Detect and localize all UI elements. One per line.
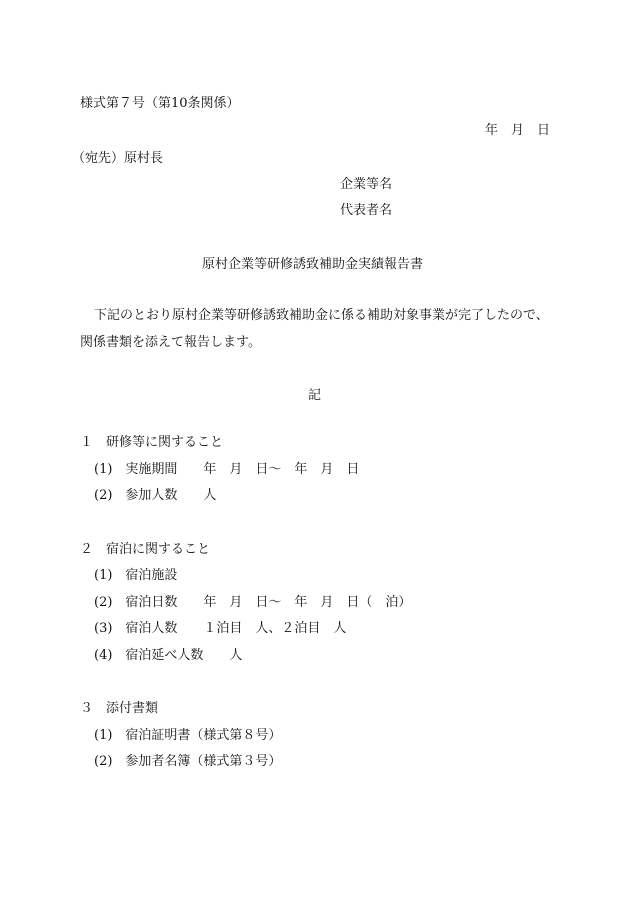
section-2-item-1: (1) 宿泊施設 xyxy=(94,568,178,583)
body-text-line-2: 関係書類を添えて報告します。 xyxy=(80,335,261,350)
date-line: 年 月 日 xyxy=(485,123,551,138)
section-1-item-1: (1) 実施期間 年 月 日～ 年 月 日 xyxy=(94,462,360,477)
ki-heading: 記 xyxy=(308,388,322,403)
section-2-heading: ２ 宿泊に関すること xyxy=(80,542,211,557)
representative-name-label: 代表者名 xyxy=(340,203,393,218)
section-1-heading: １ 研修等に関すること xyxy=(80,435,224,450)
form-number: 様式第７号（第10条関係） xyxy=(80,96,240,111)
section-3-heading: ３ 添付書類 xyxy=(80,701,159,716)
section-2-item-4: (4) 宿泊延べ人数 人 xyxy=(94,648,243,663)
document-title: 原村企業等研修誘致補助金実績報告書 xyxy=(202,257,424,272)
section-1-item-2: (2) 参加人数 人 xyxy=(94,488,217,503)
section-3-item-2: (2) 参加者名簿（様式第３号） xyxy=(94,754,282,769)
body-text-line-1: 下記のとおり原村企業等研修誘致補助金に係る補助対象事業が完了したので、 xyxy=(94,308,549,323)
company-name-label: 企業等名 xyxy=(340,177,393,192)
addressee: （宛先）原村長 xyxy=(72,151,164,166)
section-2-item-2: (2) 宿泊日数 年 月 日～ 年 月 日（ 泊） xyxy=(94,595,412,610)
section-2-item-3: (3) 宿泊人数 １泊目 人、２泊目 人 xyxy=(94,621,347,636)
section-3-item-1: (1) 宿泊証明書（様式第８号） xyxy=(94,728,282,743)
